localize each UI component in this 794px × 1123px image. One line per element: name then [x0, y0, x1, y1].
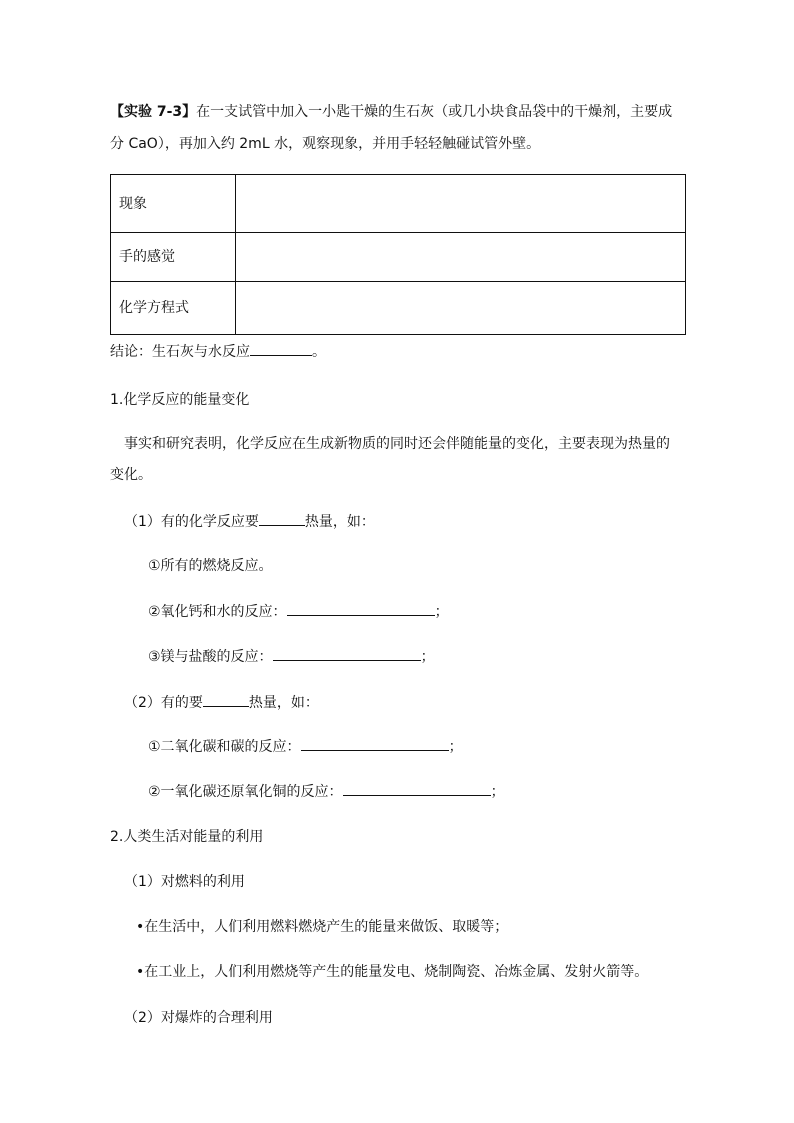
item2-text-end: 热量，如：	[248, 695, 319, 711]
section1-para-2: 变化。	[110, 467, 152, 483]
item1-text: （1）有的化学反应要	[124, 514, 259, 530]
item1-line	[124, 511, 375, 532]
item1-b-blank[interactable]	[287, 601, 435, 616]
table-row	[111, 233, 685, 282]
intro-line-2: 分 CaO），再加入约 2mL 水，观察现象，并用手轻轻触碰试管外壁。	[110, 136, 541, 152]
item1-b-line	[148, 601, 449, 622]
item1-c-blank[interactable]	[273, 646, 421, 661]
intro-line-1	[110, 102, 672, 122]
item1-a: ①所有的燃烧反应。	[148, 558, 273, 574]
item2-b-text: ②一氧化碳还原氧化铜的反应：	[148, 784, 343, 800]
table-answer-cell[interactable]	[235, 233, 685, 281]
item2-line	[124, 692, 319, 713]
section2-title: 2.人类生活对能量的利用	[110, 829, 264, 845]
section1-para-1: 事实和研究表明，化学反应在生成新物质的同时还会伴随能量的变化，主要表现为热量的	[124, 436, 670, 452]
table-answer-cell[interactable]	[235, 282, 685, 334]
table-row	[111, 282, 685, 334]
item2-b-blank[interactable]	[343, 781, 491, 796]
section2-sub2: （2）对爆炸的合理利用	[124, 1010, 273, 1026]
item1-c-end: ；	[420, 649, 435, 665]
table-answer-cell[interactable]	[235, 175, 685, 232]
conclusion-line	[110, 341, 326, 362]
table-row	[111, 175, 685, 233]
table-row-label: 化学方程式	[119, 300, 189, 316]
item2-a-blank[interactable]	[301, 736, 449, 751]
conclusion-end: 。	[312, 344, 326, 360]
experiment-tag: 【实验 7-3】	[110, 104, 197, 120]
item2-b-end: ；	[490, 784, 505, 800]
conclusion-text: 结论：生石灰与水反应	[110, 344, 250, 360]
table-row-label: 手的感觉	[119, 249, 175, 265]
bullet-item: •在工业上，人们利用燃烧等产生的能量发电、烧制陶瓷、冶炼金属、发射火箭等。	[136, 964, 649, 980]
item1-b-end: ；	[434, 604, 449, 620]
item2-b-line	[148, 781, 505, 802]
item1-text-end: 热量，如：	[304, 514, 375, 530]
intro-text-1: 在一支试管中加入一小匙干燥的生石灰（或几小块食品袋中的干燥剂，主要成	[196, 104, 673, 120]
experiment-table	[110, 174, 686, 335]
item1-c-text: ③镁与盐酸的反应：	[148, 649, 273, 665]
item1-b-text: ②氧化钙和水的反应：	[148, 604, 287, 620]
item2-blank[interactable]	[203, 692, 249, 707]
item2-a-text: ①二氧化碳和碳的反应：	[148, 739, 301, 755]
section1-title: 1.化学反应的能量变化	[110, 392, 250, 408]
item1-blank[interactable]	[259, 511, 305, 526]
item2-a-line	[148, 736, 463, 757]
table-row-label: 现象	[119, 196, 147, 212]
conclusion-blank[interactable]	[250, 341, 312, 356]
bullet-item: •在生活中，人们利用燃料燃烧产生的能量来做饭、取暖等；	[136, 919, 509, 935]
item2-a-end: ；	[448, 739, 463, 755]
section2-sub1: （1）对燃料的利用	[124, 874, 245, 890]
item2-text: （2）有的要	[124, 695, 203, 711]
item1-c-line	[148, 646, 435, 667]
